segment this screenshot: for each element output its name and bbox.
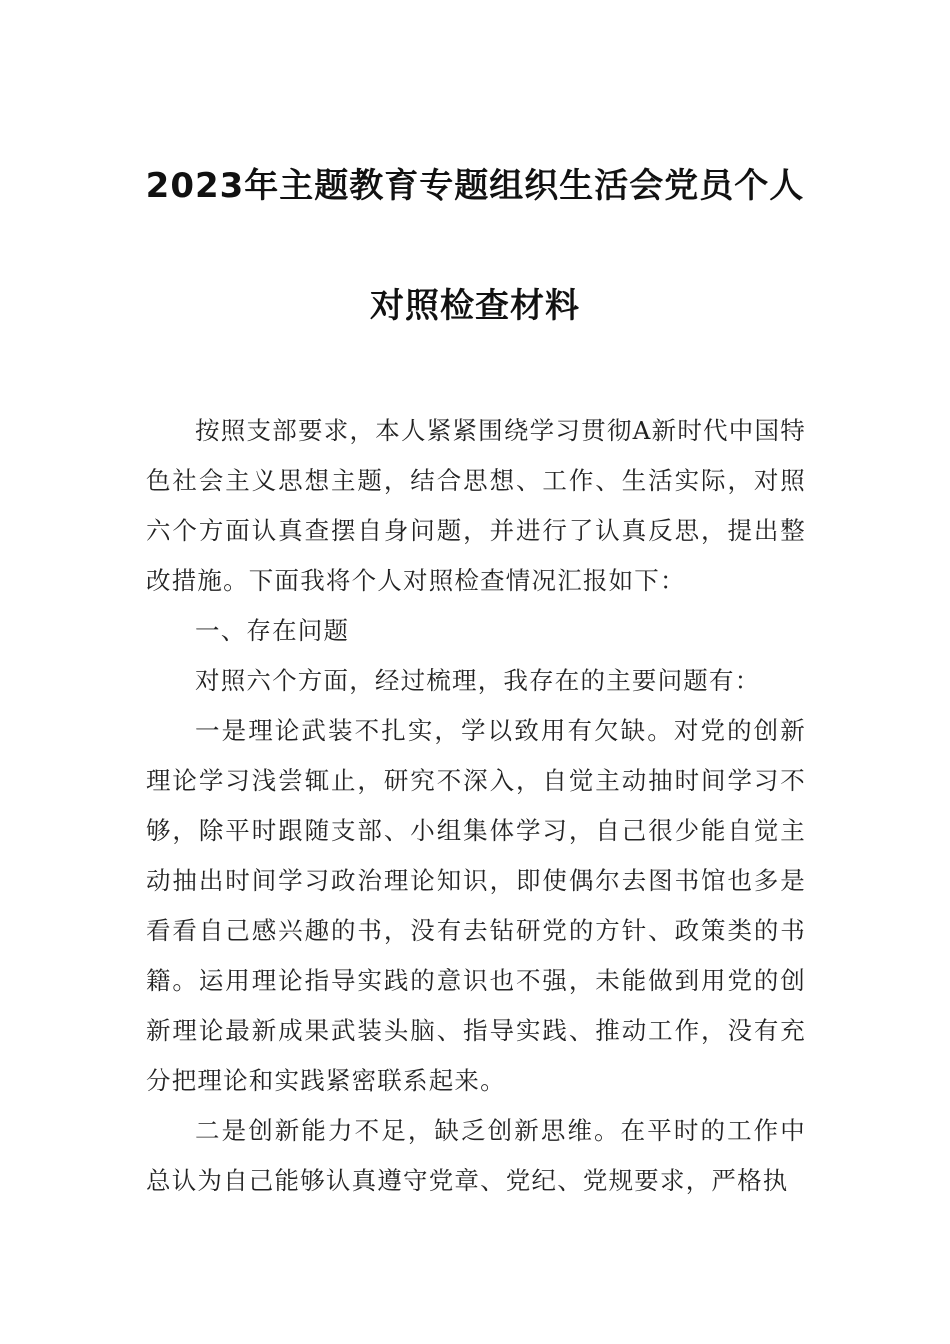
section-heading-problems: 一、存在问题 — [195, 616, 350, 645]
problem-one-paragraph: 一是理论武装不扎实，学以致用有欠缺。对党的创新理论学习浅尝辄止，研究不深入，自觉主动抽时间学习不够，除平时跟随支部、小组集体学习，自己很少能自觉主动抽出时间学习政治理论知识，即使偶尔去图书馆也多是看看自己感兴趣的书，没有去钻研党的方针、政策类的书籍。运用理论指导实践的意识也不强，未能做到用党的创新理论最新成果武装头脑、指导实践、推动工作，没有充分把理论和实践紧密联系起来。 — [146, 716, 806, 1095]
document-body — [146, 406, 806, 1206]
problem-two-paragraph: 二是创新能力不足，缺乏创新思维。在平时的工作中总认为自己能够认真遵守党章、党纪、党规要求，严格执 — [146, 1116, 806, 1195]
document-title-line-2: 对照检查材料 — [370, 286, 580, 326]
problems-intro-paragraph: 对照六个方面，经过梳理，我存在的主要问题有： — [195, 666, 761, 695]
document-title-line-1: 2023年主题教育专题组织生活会党员个人 — [145, 166, 805, 206]
intro-paragraph: 按照支部要求，本人紧紧围绕学习贯彻A新时代中国特色社会主义思想主题，结合思想、工作、生活实际，对照六个方面认真查摆自身问题，并进行了认真反思，提出整改措施。下面我将个人对照检查情况汇报如下： — [146, 416, 806, 595]
